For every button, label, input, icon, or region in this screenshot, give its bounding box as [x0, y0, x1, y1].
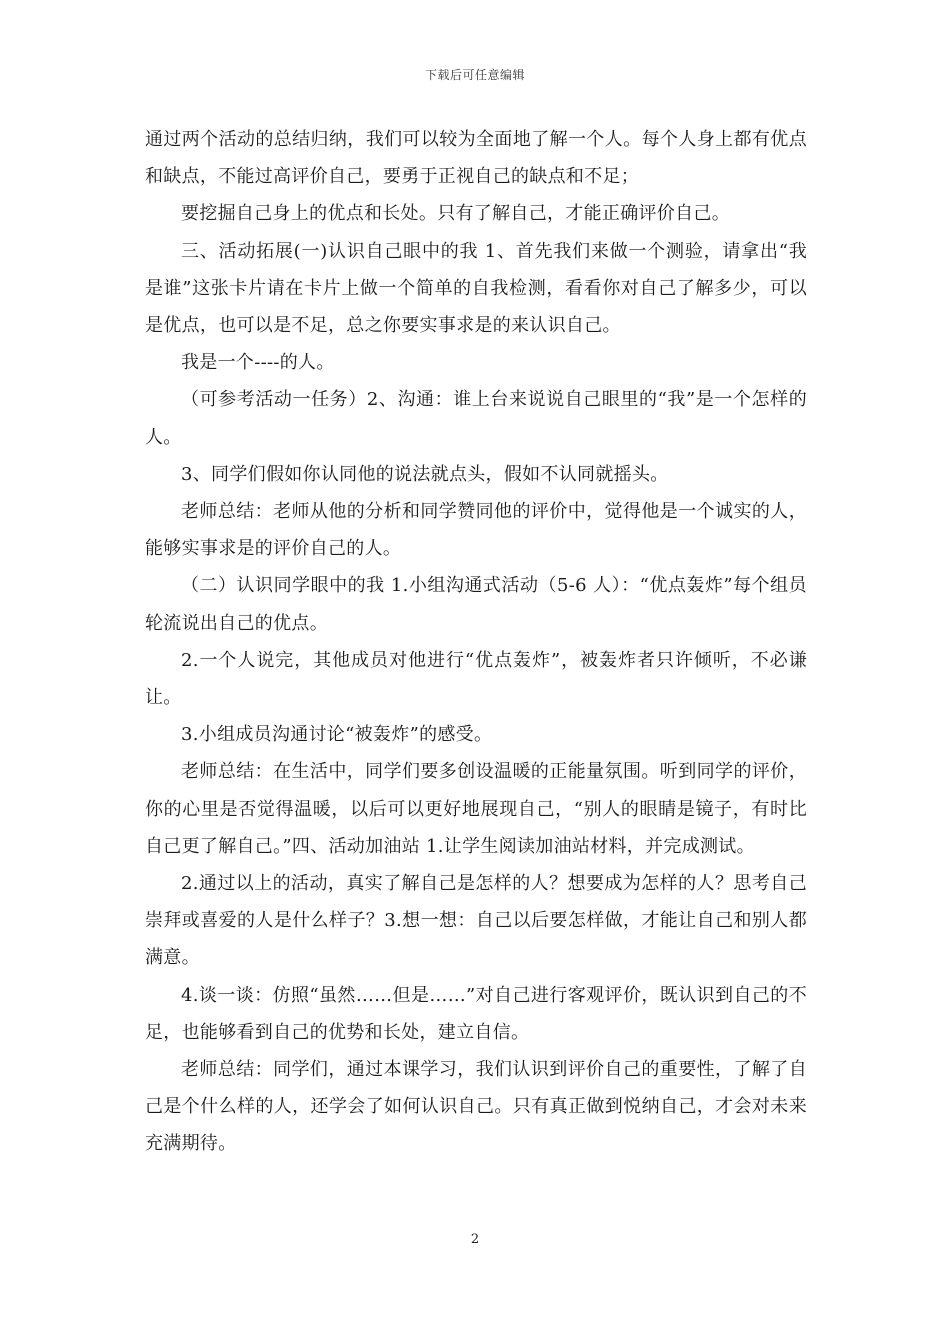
paragraph: 3.小组成员沟通讨论“被轰炸”的感受。 — [181, 724, 493, 746]
paragraph: 2.一个人说完，其他成员对他进行“优点轰炸”，被轰炸者只许倾听，不必谦让。 — [145, 649, 807, 709]
paragraph: 要挖掘自己身上的优点和长处。只有了解自己，才能正确评价自己。 — [181, 203, 730, 225]
paragraph: 2.通过以上的活动，真实了解自己是怎样的人？想要成为怎样的人？思考自己崇拜或喜爱的人是什么样子？3.想一想：自己以后要怎样做，才能让自己和别人都满意。 — [145, 873, 807, 969]
paragraph: （二）认识同学眼中的我 1.小组沟通式活动（5-6 人）：“优点轰炸”每个组员轮流说出自己的优点。 — [145, 575, 807, 634]
paragraph: 4.谈一谈：仿照“虽然……但是……”对自己进行客观评价，既认识到自己的不足，也能够看到自己的优势和长处，建立自信。 — [145, 984, 807, 1043]
page-number: 2 — [470, 1232, 480, 1247]
paragraph: 老师总结：老师从他的分析和同学赞同他的评价中，觉得他是一个诚实的人，能够实事求是的评价自己的人。 — [145, 501, 807, 560]
paragraph: 我是一个----的人。 — [181, 352, 335, 374]
paragraph: （可参考活动一任务）2、沟通：谁上台来说说自己眼里的“我”是一个怎样的人。 — [145, 389, 807, 448]
document-body — [145, 121, 807, 1163]
page-header: 下载后可任意编辑 — [424, 68, 525, 82]
paragraph: 老师总结：同学们，通过本课学习，我们认识到评价自己的重要性，了解了自己是个什么样的人，还学会了如何认识自己。只有真正做到悦纳自己，才会对未来充满期待。 — [145, 1059, 807, 1155]
paragraph: 三、活动拓展(一)认识自己眼中的我 1、首先我们来做一个测验，请拿出“我是谁”这张卡片请在卡片上做一个简单的自我检测，看看你对自己了解多少，可以是优点，也可以是不足，总之你要实事求是的来认识自己。 — [145, 240, 807, 337]
paragraph: 老师总结：在生活中，同学们要多创设温暖的正能量氛围。听到同学的评价，你的心里是否觉得温暖，以后可以更好地展现自己，“别人的眼睛是镜子，有时比自己更了解自己。”四、活动加油站 1.让学生阅读加油站材料，并完成测试。 — [145, 761, 807, 857]
paragraph: 3、同学们假如你认同他的说法就点头，假如不认同就摇头。 — [181, 463, 669, 485]
paragraph: 通过两个活动的总结归纳，我们可以较为全面地了解一个人。每个人身上都有优点和缺点，不能过高评价自己，要勇于正视自己的缺点和不足； — [145, 129, 807, 188]
